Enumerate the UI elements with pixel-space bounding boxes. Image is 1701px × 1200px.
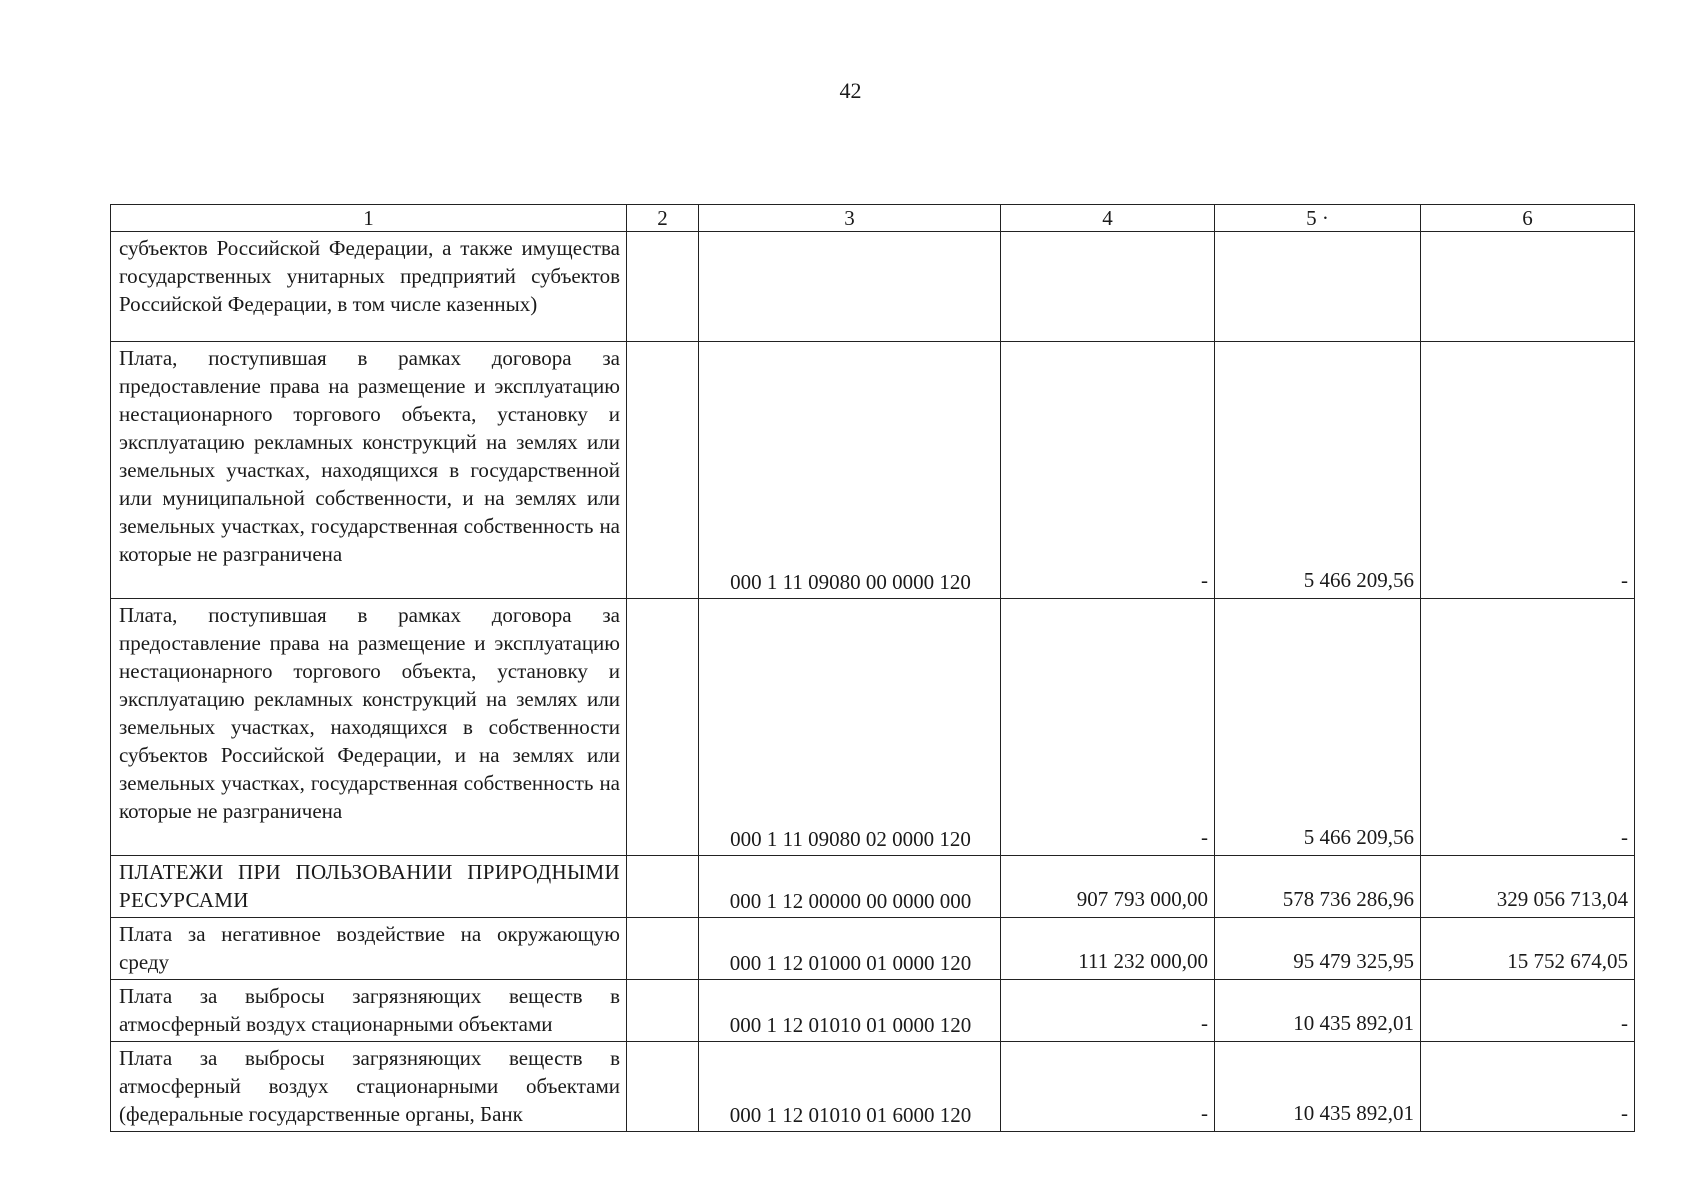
row-col2 — [627, 1042, 699, 1132]
row-code: 000 1 12 00000 00 0000 000 — [699, 856, 1001, 918]
column-header-5: 5 · — [1215, 205, 1421, 232]
row-remaining: - — [1421, 599, 1635, 856]
row-code: 000 1 11 09080 02 0000 120 — [699, 599, 1001, 856]
row-description: субъектов Российской Федерации, а также имущества государственных унитарных предприятий субъектов Российской Федерации, в том числе казенных) — [111, 232, 627, 342]
column-number-row — [111, 205, 1635, 232]
row-plan: 111 232 000,00 — [1001, 918, 1215, 980]
row-code: 000 1 11 09080 00 0000 120 — [699, 342, 1001, 599]
table-row — [111, 980, 1635, 1042]
column-header-3: 3 — [699, 205, 1001, 232]
table-row — [111, 599, 1635, 856]
row-description: Плата за негативное воздействие на окружающую среду — [111, 918, 627, 980]
row-plan: 907 793 000,00 — [1001, 856, 1215, 918]
row-col2 — [627, 856, 699, 918]
row-executed: 10 435 892,01 — [1215, 1042, 1421, 1132]
table-row — [111, 342, 1635, 599]
row-executed: 95 479 325,95 — [1215, 918, 1421, 980]
row-col2 — [627, 599, 699, 856]
row-remaining: 329 056 713,04 — [1421, 856, 1635, 918]
row-plan: - — [1001, 342, 1215, 599]
table-row — [111, 856, 1635, 918]
table-row — [111, 232, 1635, 342]
page-number: 42 — [839, 78, 862, 103]
row-executed — [1215, 232, 1421, 342]
row-col2 — [627, 232, 699, 342]
row-executed: 5 466 209,56 — [1215, 599, 1421, 856]
row-remaining: 15 752 674,05 — [1421, 918, 1635, 980]
row-remaining — [1421, 232, 1635, 342]
table-row — [111, 918, 1635, 980]
row-col2 — [627, 342, 699, 599]
row-remaining: - — [1421, 1042, 1635, 1132]
column-header-6: 6 — [1421, 205, 1635, 232]
row-executed: 5 466 209,56 — [1215, 342, 1421, 599]
row-executed: 10 435 892,01 — [1215, 980, 1421, 1042]
row-remaining: - — [1421, 342, 1635, 599]
row-plan — [1001, 232, 1215, 342]
column-header-1: 1 — [111, 205, 627, 232]
row-code: 000 1 12 01000 01 0000 120 — [699, 918, 1001, 980]
row-description: Плата, поступившая в рамках договора за предоставление права на размещение и эксплуатацию нестационарного торгового объекта, установку и эксплуатацию рекламных конструкций на землях или земельных участках, находящихся в собственности субъектов Российской Федерации, и на землях или земельных участках, государственная собственность на которые не разграничена — [111, 599, 627, 856]
row-description: Плата, поступившая в рамках договора за предоставление права на размещение и эксплуатацию нестационарного торгового объекта, установку и эксплуатацию рекламных конструкций на землях или земельных участках, находящихся в государственной или муниципальной собственности, и на землях или земельных участках, государственная собственность на которые не разграничена — [111, 342, 627, 599]
row-executed: 578 736 286,96 — [1215, 856, 1421, 918]
row-description: Плата за выбросы загрязняющих веществ в атмосферный воздух стационарными объектами — [111, 980, 627, 1042]
row-col2 — [627, 918, 699, 980]
column-header-2: 2 — [627, 205, 699, 232]
row-remaining: - — [1421, 980, 1635, 1042]
row-code — [699, 232, 1001, 342]
row-plan: - — [1001, 980, 1215, 1042]
row-col2 — [627, 980, 699, 1042]
row-description: ПЛАТЕЖИ ПРИ ПОЛЬЗОВАНИИ ПРИРОДНЫМИ РЕСУРСАМИ — [111, 856, 627, 918]
row-plan: - — [1001, 1042, 1215, 1132]
row-code: 000 1 12 01010 01 0000 120 — [699, 980, 1001, 1042]
row-code: 000 1 12 01010 01 6000 120 — [699, 1042, 1001, 1132]
table-row — [111, 1042, 1635, 1132]
column-header-4: 4 — [1001, 205, 1215, 232]
budget-revenue-table — [110, 204, 1635, 1132]
row-description: Плата за выбросы загрязняющих веществ в атмосферный воздух стационарными объектами (федеральные государственные органы, Банк — [111, 1042, 627, 1132]
row-plan: - — [1001, 599, 1215, 856]
